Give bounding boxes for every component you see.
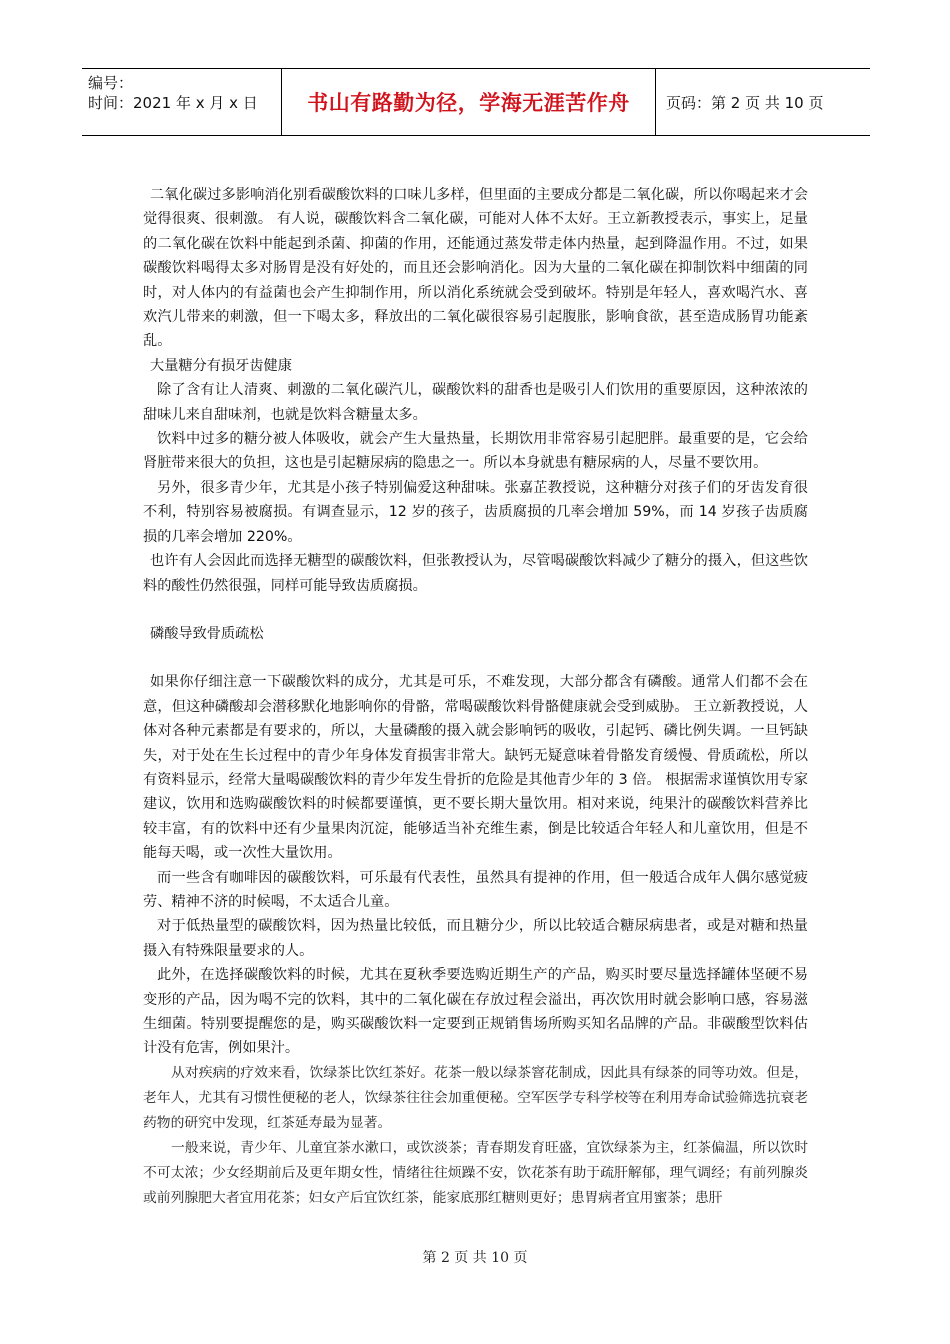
- header-meta: [82, 69, 282, 135]
- paragraph: 此外，在选择碳酸饮料的时候，尤其在夏秋季要选购近期生产的产品，购买时要尽量选择罐体坚硬不易变形的产品，因为喝不完的饮料，其中的二氧化碳在存放过程会溢出，再次饮用时就会影响口感，容易滋生细菌。特别要提醒您的是，购买碳酸饮料一定要到正规销售场所购买知名品牌的产品。非碳酸型饮料估计没有危害，例如果汁。: [143, 967, 808, 1057]
- document-body: [143, 183, 808, 1211]
- paragraph: 二氧化碳过多影响消化别看碳酸饮料的口味儿多样，但里面的主要成分都是二氧化碳，所以你喝起来才会觉得很爽、很刺激。 有人说，碳酸饮料含二氧化碳，可能对人体不太好。王立新教授表示，事实上，足量的二氧化碳在饮料中能起到杀菌、抑菌的作用，还能通过蒸发带走体内热量，起到降温作用。不过，如果碳酸饮料喝得太多对肠胃是没有好处的，而且还会影响消化。因为大量的二氧化碳在抑制饮料中细菌的同时，对人体内的有益菌也会产生抑制作用，所以消化系统就会受到破坏。特别是年轻人，喜欢喝汽水、喜欢汽儿带来的刺激，但一下喝太多，释放出的二氧化碳很容易引起腹胀，影响食欲，甚至造成肠胃功能紊乱。: [143, 187, 808, 350]
- motto-text: 书山有路勤为径，学海无涯苦作舟: [307, 91, 630, 115]
- paragraph: 也许有人会因此而选择无糖型的碳酸饮料，但张教授认为，尽管喝碳酸饮料减少了糖分的摄入，但这些饮料的酸性仍然很强，同样可能导致齿质腐损。: [143, 553, 808, 594]
- paragraph: 如果你仔细注意一下碳酸饮料的成分，尤其是可乐，不难发现，大部分都含有磷酸。通常人们都不会在意，但这种磷酸却会潜移默化地影响你的骨骼，常喝碳酸饮料骨骼健康就会受到威胁。 王立新教授说，人体对各种元素都是有要求的，所以，大量磷酸的摄入就会影响钙的吸收，引起钙、磷比例失调。一旦钙缺失，对于处在生长过程中的青少年身体发育损害非常大。缺钙无疑意味着骨骼发育缓慢、骨质疏松，所以有资料显示，经常大量喝碳酸饮料的青少年发生骨折的危险是其他青少年的 3 倍。 根据需求谨慎饮用专家建议，饮用和选购碳酸饮料的时候都要谨慎，更不要长期大量饮用。相对来说，纯果汁的碳酸饮料营养比较丰富，有的饮料中还有少量果肉沉淀，能够适当补充维生素，倒是比较适合年轻人和儿童饮用，但是不能每天喝，或一次性大量饮用。: [143, 674, 808, 862]
- paragraph: 另外，很多青少年，尤其是小孩子特别偏爱这种甜味。张嘉芷教授说，这种糖分对孩子们的牙齿发育很不利，特别容易被腐损。有调查显示，12 岁的孩子，齿质腐损的几率会增加 59%，而 14 岁孩子齿质腐损的几率会增加 220%。: [143, 479, 808, 545]
- page-info-text: 页码：第 2 页 共 10 页: [666, 93, 824, 112]
- header-motto-cell: [282, 69, 656, 135]
- paragraph: 而一些含有咖啡因的碳酸饮料，可乐最有代表性，虽然具有提神的作用，但一般适合成年人偶尔感觉疲劳、精神不济的时候喝，不太适合儿童。: [143, 869, 808, 910]
- document-date-label: 时间：2021 年 x 月 x 日: [88, 94, 258, 112]
- paragraph: 对于低热量型的碳酸饮料，因为热量比较低，而且糖分少，所以比较适合糖尿病患者，或是对糖和热量摄入有特殊限量要求的人。: [143, 918, 808, 959]
- paragraph: 一般来说，青少年、儿童宜茶水漱口，或饮淡茶；青春期发育旺盛，宜饮绿茶为主，红茶偏温，所以饮时不可太浓；少女经期前后及更年期女性，情绪往往烦躁不安，饮花茶有助于疏肝解郁，理气调经；有前列腺炎或前列腺肥大者宜用花茶；妇女产后宜饮红茶，能家底那红糖则更好；患胃病者宜用蜜茶；患肝: [143, 1139, 808, 1206]
- section-heading: 大量糖分有损牙齿健康: [150, 357, 292, 374]
- paragraph: 从对疾病的疗效来看，饮绿茶比饮红茶好。花茶一般以绿茶窨花制成，因此具有绿茶的同等功效。但是，老年人，尤其有习惯性便秘的老人，饮绿茶往往会加重便秘。空军医学专科学校等在利用寿命试验筛选抗衰老药物的研究中发现，红茶延寿最为显著。: [143, 1064, 808, 1131]
- document-number-label: 编号：: [88, 74, 134, 92]
- paragraph: 饮料中过多的糖分被人体吸收，就会产生大量热量，长期饮用非常容易引起肥胖。最重要的是，它会给肾脏带来很大的负担，这也是引起糖尿病的隐患之一。所以本身就患有糖尿病的人，尽量不要饮用。: [143, 431, 808, 472]
- paragraph: 除了含有让人清爽、刺激的二氧化碳汽儿，碳酸饮料的甜香也是吸引人们饮用的重要原因，这种浓浓的甜味儿来自甜味剂，也就是饮料含糖量太多。: [143, 382, 808, 423]
- section-heading: 磷酸导致骨质疏松: [150, 625, 264, 642]
- header-page-info: [656, 69, 870, 135]
- page-header: [82, 68, 870, 136]
- footer-page-number: 第 2 页 共 10 页: [422, 1250, 528, 1266]
- page-footer: [0, 1247, 950, 1267]
